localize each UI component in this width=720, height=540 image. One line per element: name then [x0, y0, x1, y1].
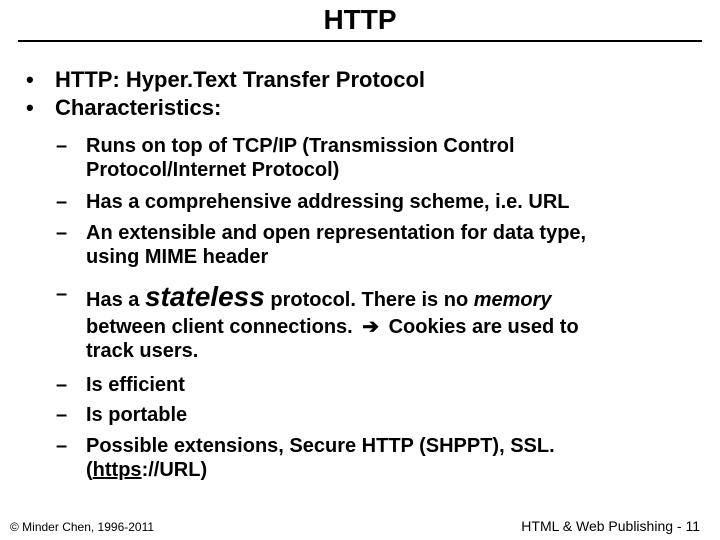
sub-item-mime	[56, 221, 586, 269]
bullet-text: HTTP: Hyper.Text Transfer Protocol	[55, 67, 426, 92]
dash-marker: –	[56, 222, 68, 244]
dash-marker: –	[56, 435, 68, 457]
sub-item-portable	[56, 403, 187, 427]
sub-item-line: Possible extensions, Secure HTTP (SHPPT), SSL.	[86, 435, 555, 457]
sub-item-line: Is efficient	[86, 374, 185, 396]
sub-item-line: Protocol/Internet Protocol)	[86, 159, 340, 181]
slide-title: HTTP	[323, 4, 397, 35]
bullet-http	[26, 66, 425, 94]
sub-item-line: An extensible and open representation for data type,	[86, 222, 587, 244]
dash-marker: –	[56, 191, 68, 213]
bullet-dot: •	[26, 95, 34, 120]
sub-item-line: Is portable	[86, 404, 188, 426]
stateless-word: stateless	[144, 281, 265, 312]
sub-item-tcpip	[56, 134, 515, 182]
memory-word: memory	[473, 289, 552, 311]
sub-item-stateless	[56, 282, 579, 363]
dash-marker: –	[56, 404, 68, 426]
sub-item-line: (https://URL)	[86, 459, 208, 481]
sub-item-extensions	[56, 434, 555, 482]
sub-item-line: Has a comprehensive addressing scheme, i.e. URL	[86, 191, 570, 213]
dash-marker: –	[56, 374, 68, 396]
sub-item-addressing	[56, 190, 570, 214]
bullet-text: Characteristics:	[55, 95, 222, 120]
sub-item-line: Has a stateless protocol. There is no memory	[86, 281, 552, 312]
sub-item-line: track users.	[86, 340, 199, 362]
sub-item-line: using MIME header	[86, 246, 269, 268]
bullet-characteristics	[26, 94, 221, 122]
sub-item-line: between client connections. ➔ Cookies are used to	[86, 316, 579, 338]
slide-number-footer: HTML & Web Publishing - 11	[521, 518, 700, 534]
https-link: https	[92, 459, 142, 481]
title-rule	[18, 40, 702, 42]
sub-item-efficient	[56, 373, 185, 397]
sub-item-line: Runs on top of TCP/IP (Transmission Control	[86, 135, 515, 157]
right-arrow-icon: ➔	[362, 316, 380, 338]
dash-marker: –	[56, 283, 68, 305]
bullet-dot: •	[26, 67, 34, 92]
copyright-footer: © Minder Chen, 1996-2011	[10, 520, 155, 534]
dash-marker: –	[56, 135, 68, 157]
